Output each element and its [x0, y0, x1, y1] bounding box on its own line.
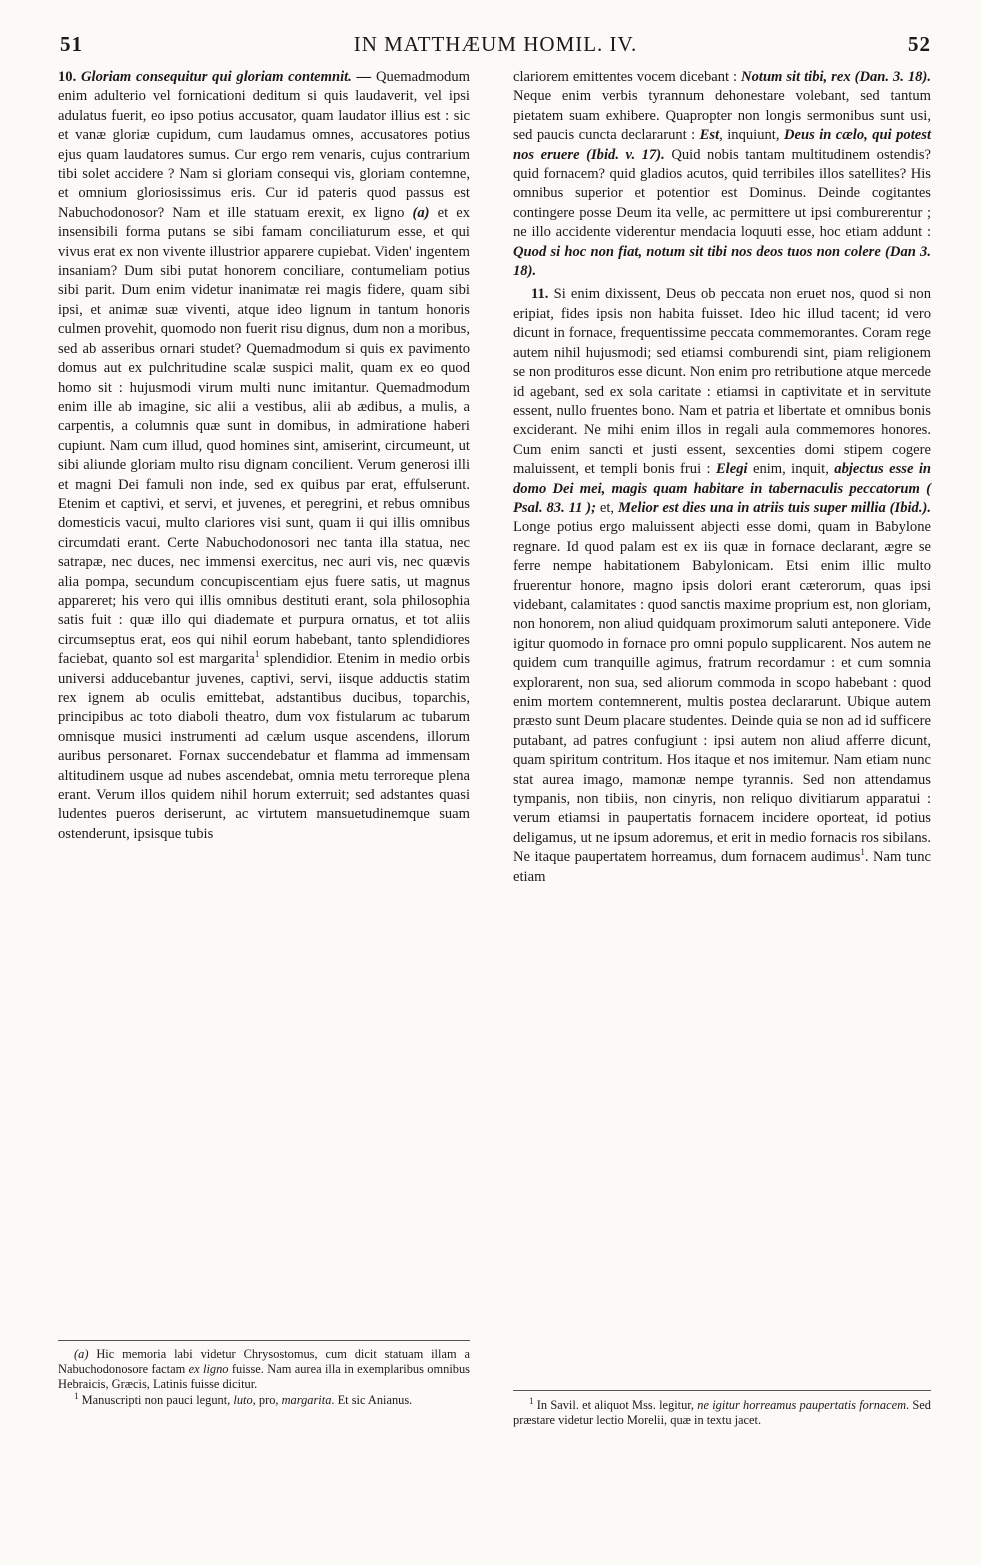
citation: (Dan. 3. 18). [854, 69, 931, 85]
paragraph-text: Quemadmodum enim adulterio vel fornicationi deditum si quis laudaverit, vel ipsi adulatus fuerit, eo ipso potius accusator, quam laudator illius est : sic et vanæ gloriæ cupidum, cum laudamus omnes, accusatores potius ejus quam laudatores sumus. Cur ergo rem venaris, cujus contrarium tibi solet accidere ? Nam si gloriam consequi vis, gloriam contemne, et omnium gloriosissimus eris. Cur id pateris quod passus est Nabuchodonosor? Nam et ille statuam erexit, ex ligno [58, 69, 470, 221]
footnote-italic: margarita [281, 1392, 332, 1407]
footnote-a [58, 1347, 470, 1393]
quotation: Deus in cælo, qui potest nos eruere [513, 127, 931, 163]
footnote-mark: 1 [529, 1395, 534, 1406]
paragraph-text: . Nam tunc etiam [513, 849, 931, 885]
paragraph-continued [513, 68, 931, 281]
footnote-1 [58, 1390, 470, 1408]
left-column [58, 68, 470, 844]
paragraph-text: splendidior. Etenim in medio orbis universi adducebantur juvenes, captivi, servi, iisque adductis statim rex ignem ab oculis emittebat, adstantibus ducibus, toparchis, principibus ac toto diaboli theatro, dum vox fistularum ac tubarum omnisque musici instrumenti ad cælum usque ascendens, illorum auribus personaret. Fornax succendebatur et flamma ad immensam altitudinem usque ad nubes ascendebat, omnia metu terroreque plena erant. Verum illos quidem nihil horum exterruit; sed adstantes quasi ludentes pueros deriserunt, ac virtutem mansuetudinemque suam ostenderunt, ipsisque tubis [58, 651, 470, 842]
footnote-text: Manuscripti non pauci legunt, [81, 1392, 231, 1407]
paragraph-text: et ex insensibili forma putans se sibi famam conciliaturum esse, et qui vivus erat ex non vivente illustrior apparere cupiebat. Viden' ingentem insaniam? Dum sibi putat honorem conciliare, contumeliam potius sibi parit. Dum enim videtur inanimatæ rei magis fidere, quam sibi ipsi, et animæ suæ viventi, atque ideo lignum in tantum honoris culmen provehit, quomodo non fuerit risu dignus, dum non a moribus, sed ab asseribus ornari studet? Quemadmodum si quis ex pavimento domus aut ex pulchritudine scalæ suspici malit, quam ex eo quod homo sit : hujusmodi virum multi nunc imitantur. Quemadmodum enim ille ab imagine, sic alii a vestibus, alii ab ædibus, a mulis, a carpentis, a columnis quæ sunt in domibus, in admiratione haberi cupiunt. Nam cum illud, quod homines sint, amiserint, circumeunt, ut sibi aliunde gloriam multo risu dignam concilient. Verum generosi illi et magni Dei famuli non inde, sed ex quibus par erat, effulserunt. Etenim et captivi, et servi, et juvenes, et peregrini, et rebus omnibus domesticis vacui, multo clariores visi sunt, quam ii qui illis omnibus circumdati erant. Certe Nabuchodonosori nec tanta illa statua, nec satrapæ, nec duces, nec immensi exercitus, nec auri vis, nec quævis alia pompa, secundum concupiscentiam ejus fuere satis, ut magnus appareret; his vero qui illis omnibus destituti erant, sola philosophia satis fuit : quæ illo qui diademate et purpura ornatus, et tot aliis circumseptus erat, eos qui nihil eorum habebant, tanto splendidiores faciebat, quanto sol est margarita [58, 204, 470, 668]
section-heading: Gloriam consequitur qui gloriam contemnit. — [81, 69, 372, 85]
paragraph-text: Neque enim verbis tyrannum dehonestare volebant, sed tantum pietatem suam exhibere. Quapropter non longis sermonibus sunt usi, sed paucis cuncta declararunt : [513, 88, 931, 144]
running-header [60, 32, 931, 60]
footnote-italic: ex ligno [188, 1362, 229, 1377]
page-number-right: 52 [908, 32, 931, 56]
footnote-text: . Et sic Anianus. [331, 1392, 413, 1407]
footnote-italic: ne igitur horreamus paupertatis fornacem [697, 1398, 907, 1412]
paragraph-text: , inquiunt, [719, 127, 780, 144]
footnote-mark: (a) [74, 1347, 89, 1361]
footnote-divider [58, 1340, 470, 1341]
footnote-text: Hic memoria labi videtur Chrysostomus, cum dicit statuam illam a Nabuchodonosore factam [58, 1347, 470, 1377]
paragraph-text: et, [599, 499, 615, 516]
footnotes-right [513, 1395, 931, 1428]
footnote-ref: 1 [254, 649, 260, 660]
paragraph-10 [58, 68, 470, 844]
footnote-1 [513, 1395, 931, 1428]
citation: (Dan 3. 18). [513, 243, 931, 280]
footnote-mark: 1 [74, 1390, 79, 1401]
footnote-text: fuisse. Nam aurea illa in exemplaribus omnibus Hebraicis, Græcis, Latinis fuisse dicitur. [58, 1362, 470, 1392]
page-number-left: 51 [60, 32, 83, 56]
quotation: Elegi [715, 461, 748, 478]
quotation: Quod si hoc non fiat, notum sit tibi nos deos tuos non colere [513, 243, 881, 260]
footnote-ref: 1 [860, 847, 865, 858]
citation: (Ibid. v. 17). [586, 146, 665, 163]
quotation: Est [699, 127, 720, 144]
paragraph-number: 10. [58, 69, 77, 85]
footnotes-left [58, 1347, 470, 1408]
footnote-text: In Savil. et aliquot Mss. legitur, [536, 1398, 695, 1412]
paragraph-text: clariorem emittentes vocem dicebant : [513, 69, 738, 85]
quotation: Notum sit tibi, rex [741, 69, 851, 85]
paragraph-text: Si enim dixissent, Deus ob peccata non eruet nos, quod si non eripiat, fides ipsis non habita fuisset. Ideo hic illud tacent; id vero dicunt in fornace, frequentissime peccata commemorantes. Coram rege autem nihil hujusmodi; sed etiamsi comburendi sint, piam religionem se non prodituros esse dicunt. Non enim pro retributione atque mercede id agebant, sed ex sola caritate : etiamsi in captivitate et in servitute essent, nullo fruentes bono. Nam et patria et libertate et omnibus bonis exciderant. Ne mihi enim illos in regali aula commemores honores. Cum enim sancti et justi essent, sexcenties domi stipem cogere maluissent, et templi bonis frui : [513, 286, 932, 478]
right-column [513, 68, 931, 887]
paragraph-number: 11. [531, 286, 549, 303]
quotation: abjectus esse in domo Dei mei, magis quam habitare in tabernaculis peccatorum [513, 461, 931, 497]
paragraph-text: Quid nobis tantam multitudinem ostendis? quid fornacem? quid gladios acutos, quid terribiles illos satellites? His omnibus superior et potentior est Dominus. Deinde cogitantes contingere posse Deum ita velle, ac permittere ut ipsi comburerentur ; ne illo accidente viderentur mendacia loquuti esse, hoc etiam addunt : [513, 146, 931, 241]
paragraph-11 [513, 285, 931, 887]
paragraph-text: Longe potius ergo maluissent abjecti esse domi, quam in Babylone regnare. Id quod palam est ex iis quæ in fornace declarant, ægre se ferre nempe habitationem Babylonicam. Etsi enim illic multo fruerentur honore, magno ipsis dolori erant cæterorum, quas ipsi videbant, calamitates : quod sanctis maxime proprium est, non gloriam, non honorem, non aliud quidquam proximorum saluti anteponere. Vide igitur quomodo in fornace pro omni populo supplicarent. Nos autem ne quidem cum tranquille agimus, fratrum recordamur : et cum somnia explorarent, non sua, sed aliorum commoda in scopo habebant : quod enim mortem contemnerent, multis postea declararunt. Ubique autem præsto sunt Deum placare studentes. Deinde quia se non ad id sufficere putabant, ad patres confugiunt : ipsi autem non aliud afferre dicunt, quam spiritum contritum. Hos itaque et nos imitemur. Nam etiam nunc stat aurea imago, mamonæ nempe tyrannis. Sed non attendamus tympanis, non tibiis, non cinyris, non reliquo divitiarum apparatui : verum etiamsi in paupertatis fornacem incidere oporteat, id potius deligamus, ut ne ipsum adoremus, et erit in medio fornacis ros sibilans. Ne itaque paupertatem horreamus, dum fornacem audimus [513, 519, 931, 866]
paragraph-text: enim, inquit, [752, 461, 829, 478]
footnote-text: , pro, [252, 1392, 279, 1407]
footnote-text: . Sed præstare videtur lectio Morelii, quæ in textu jacet. [513, 1398, 931, 1428]
footnote-divider [513, 1390, 931, 1391]
quotation: Melior est dies una in atriis tuis super millia [617, 499, 886, 516]
running-title: IN MATTHÆUM HOMIL. IV. [353, 32, 638, 56]
footnote-ref: (a) [412, 204, 430, 221]
footnote-italic: luto [233, 1392, 253, 1407]
citation: (Ibid.). [889, 499, 932, 516]
citation: ( Psal. 83. 11 ); [513, 480, 931, 516]
